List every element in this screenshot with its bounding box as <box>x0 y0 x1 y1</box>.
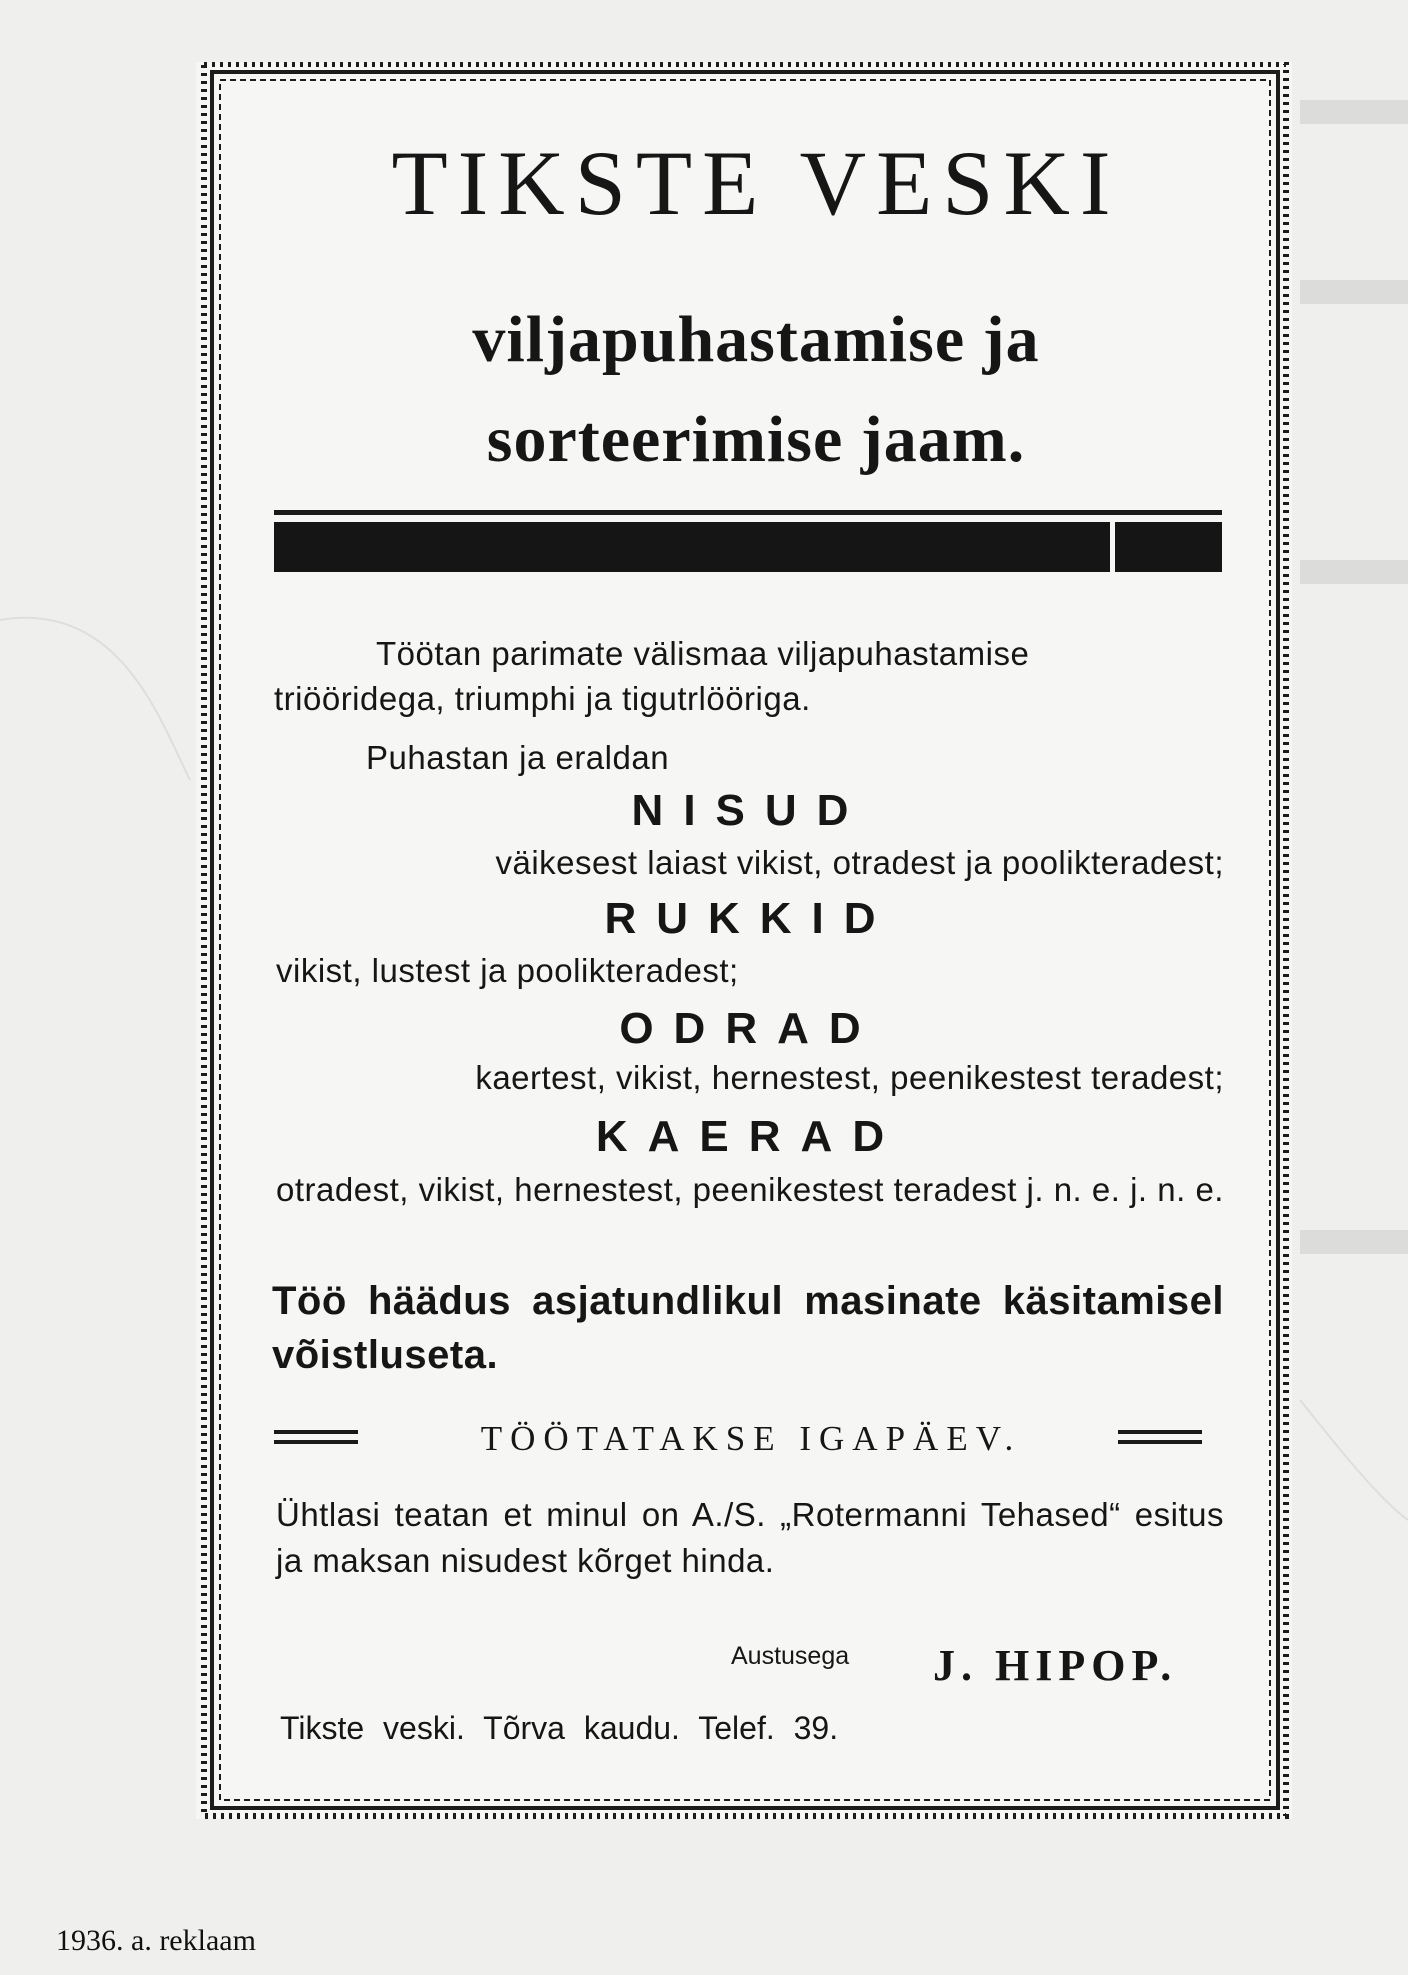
double-rule-left <box>274 1440 358 1444</box>
separate-heading: Puhastan ja eraldan <box>366 739 670 776</box>
ad-title: TIKSTE VESKI <box>391 132 1121 234</box>
grain-detail: otradest, vikist, hernestest, peenikestest teradest j. n. e. j. n. e. <box>276 1171 1224 1208</box>
double-rule-right <box>1118 1430 1202 1434</box>
grain-heading: ODRAD <box>619 1004 881 1053</box>
newspaper-advertisement <box>196 62 1292 1819</box>
ad-subtitle-line1: viljapuhastamise ja <box>472 303 1040 376</box>
double-rule-left <box>274 1430 358 1434</box>
double-rule-right <box>1118 1440 1202 1444</box>
rule-notch <box>1110 522 1115 572</box>
ad-subtitle-line2: sorteerimise jaam. <box>486 403 1026 476</box>
grain-detail: vikist, lustest ja poolikteradest; <box>276 952 739 989</box>
daily-operation-banner: TÖÖTATAKSE IGAPÄEV. <box>480 1419 1022 1458</box>
thin-rule <box>274 510 1222 515</box>
grain-heading: NISUD <box>631 786 869 835</box>
grain-heading: RUKKID <box>604 894 896 943</box>
quality-statement: Töö häädus asjatundlikul masinate käsitamisel võistluseta. <box>272 1279 1224 1377</box>
footer-address: Tikste veski. Tõrva kaudu. Telef. 39. <box>280 1710 839 1746</box>
grain-detail: väikesest laiast vikist, otradest ja poolikteradest; <box>495 844 1224 881</box>
grain-heading: KAERAD <box>595 1112 905 1161</box>
signature: J. HIPOP. <box>933 1641 1178 1690</box>
thick-rule <box>274 522 1222 572</box>
image-caption: 1936. a. reklaam <box>56 1924 256 1957</box>
salutation: Austusega <box>731 1642 850 1670</box>
grain-detail: kaertest, vikist, hernestest, peenikestest teradest; <box>475 1059 1224 1096</box>
notice-paragraph: Ühtlasi teatan et minul on A./S. „Rotermanni Tehased“ esitus ja maksan nisudest kõrget hinda. <box>276 1496 1224 1579</box>
intro-line2: triööridega, triumphi ja tigutrlööriga. <box>274 680 811 717</box>
intro-line1: Töötan parimate välismaa viljapuhastamise <box>376 635 1030 672</box>
